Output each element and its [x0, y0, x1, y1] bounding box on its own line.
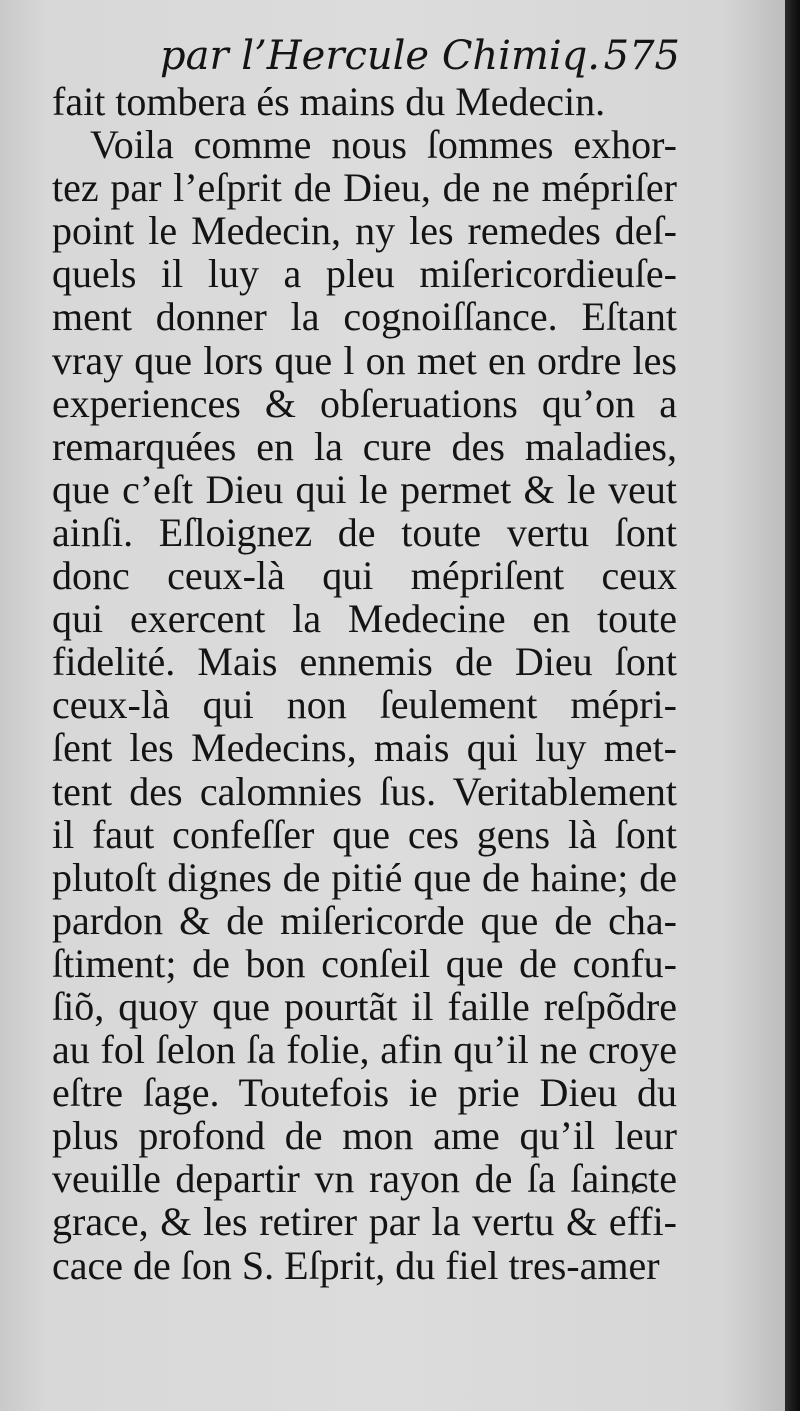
text-line: fidelité. Mais ennemis de Dieu ſont: [52, 639, 677, 685]
text-line: tez par l’eſprit de Dieu, de ne mépriſer: [52, 165, 677, 211]
body-text: [52, 80, 677, 1287]
text-line: plutoſt dignes de pitié que de haine; de: [52, 854, 677, 900]
text-line: ment donner la cognoiſſance. Eſtant: [52, 294, 677, 340]
text-line: plus profond de mon ame qu’il leur: [52, 1113, 677, 1159]
page-number: 575: [603, 33, 680, 79]
text-line: ainſi. Eſloignez de toute vertu ſont: [52, 509, 677, 555]
text-line: grace, & les retirer par la vertu & effi-: [52, 1199, 677, 1245]
text-line: vray que lors que l on met en ordre les: [52, 337, 677, 383]
text-line: eſtre ſage. Toutefois ie prie Dieu du: [52, 1070, 677, 1116]
text-line: au fol ſelon ſa folie, afin qu’il ne croye: [52, 1027, 677, 1073]
text-line: qui exercent la Medecine en toute: [52, 596, 677, 642]
page-header: [160, 30, 680, 82]
text-line: cace de ſon S. Eſprit, du fiel tres-amer: [52, 1242, 660, 1288]
text-line: Voila comme nous ſommes exhor-: [90, 122, 677, 168]
text-line: ſent les Medecins, mais qui luy met-: [52, 725, 677, 771]
running-title: par l’Hercule Chimiq.: [160, 33, 601, 79]
text-line: que c’eſt Dieu qui le permet & le veut: [52, 466, 677, 512]
page-edge-shadow: [785, 0, 800, 1411]
text-line: il faut confeſſer que ces gens là ſont: [52, 811, 677, 857]
text-line: donc ceux-là qui mépriſent ceux: [52, 553, 677, 599]
text-line: veuille departir vn rayon de ſa ſainɕte: [52, 1156, 677, 1202]
text-line: ſiõ, quoy que pourtãt il faille reſpõdre: [52, 983, 677, 1029]
text-line: ceux-là qui non ſeulement mépri-: [52, 682, 677, 728]
text-line: experiences & obſeruations qu’on a: [52, 380, 677, 426]
text-line: remarquées en la cure des maladies,: [52, 423, 677, 469]
text-line: quels il luy a pleu miſericordieuſe-: [52, 251, 677, 297]
text-line: point le Medecin, ny les remedes deſ-: [52, 208, 677, 254]
text-line: tent des calomnies ſus. Veritablement: [52, 768, 677, 814]
text-line: ſtiment; de bon conſeil que de confu-: [52, 940, 677, 986]
text-line: pardon & de miſericorde que de cha-: [52, 897, 677, 943]
text-line: fait tombera és mains du Medecin.: [52, 79, 606, 124]
